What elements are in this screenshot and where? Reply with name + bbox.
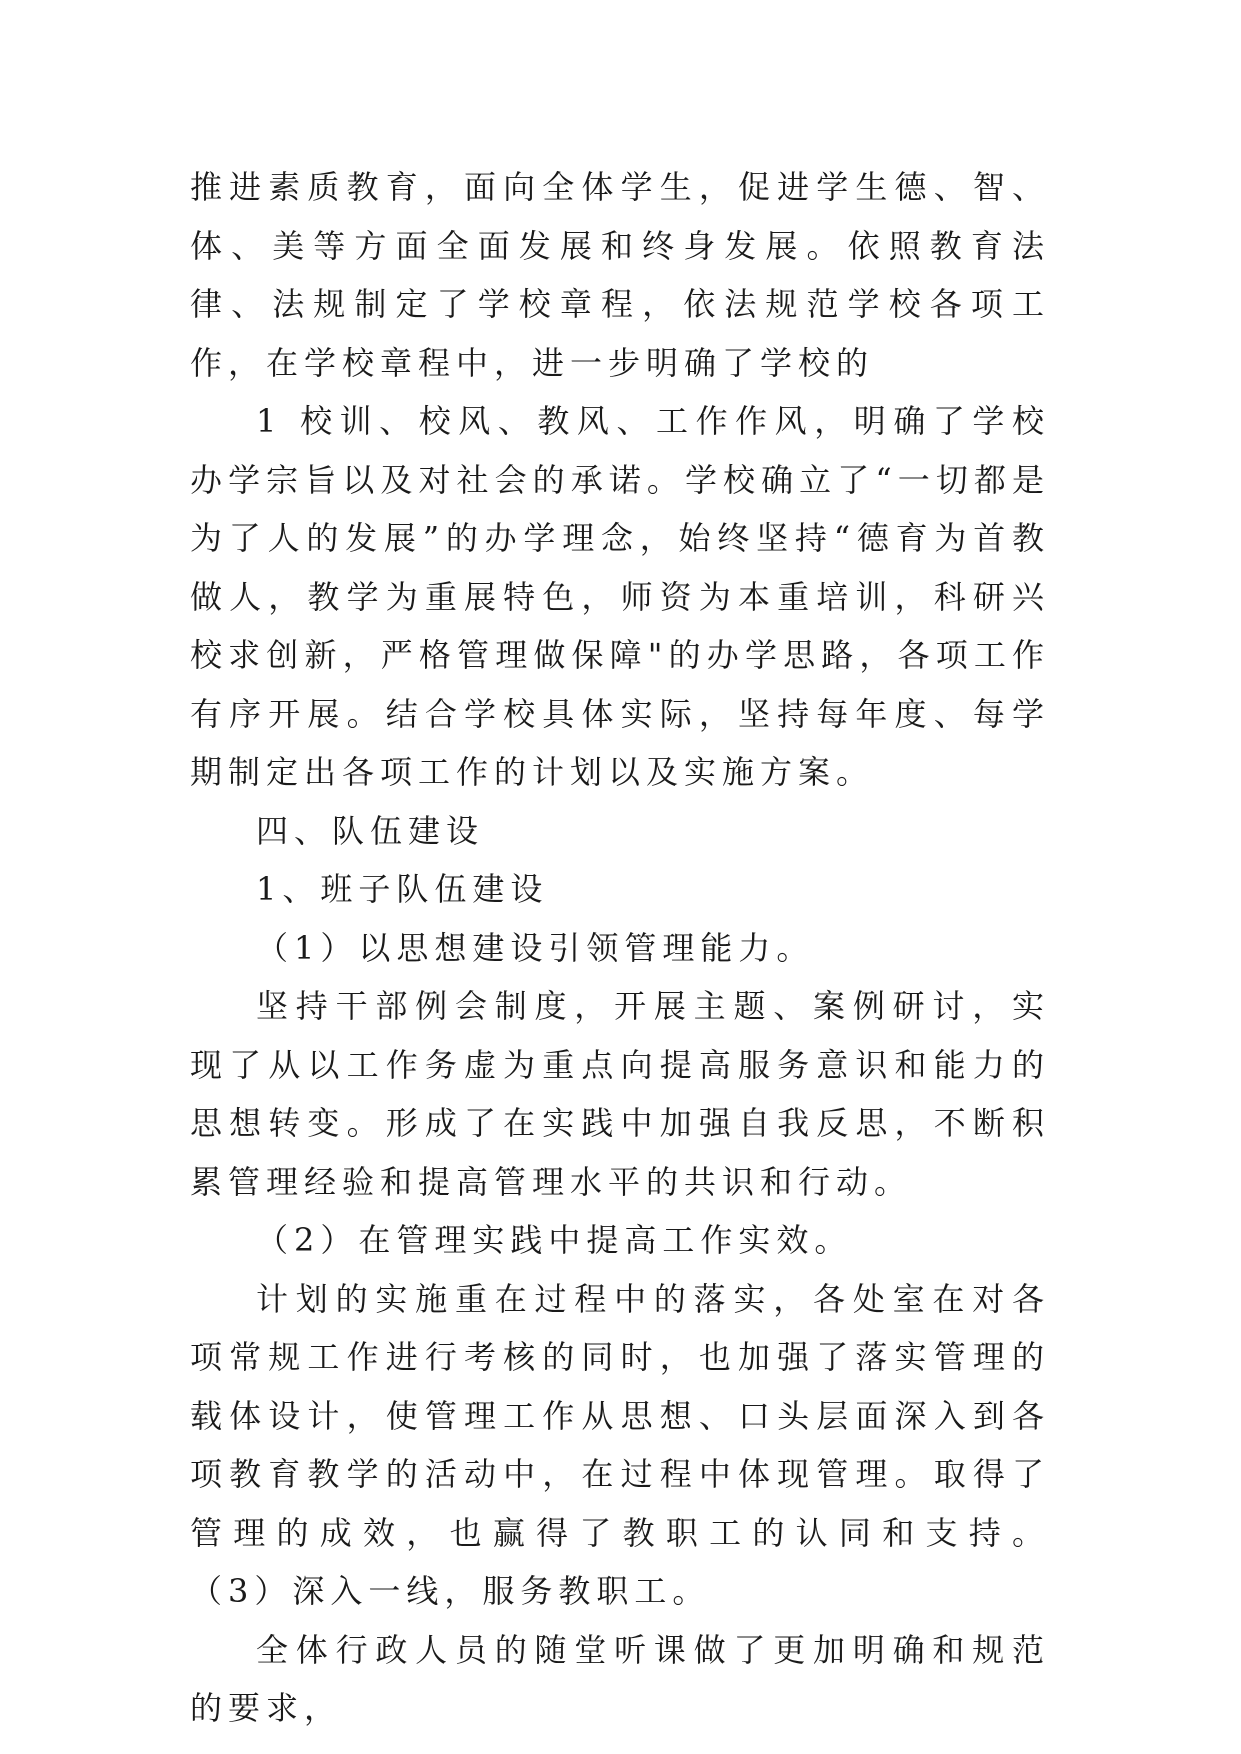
item-heading-management-practice: （2）在管理实践中提高工作实效。 — [256, 1221, 853, 1259]
paragraph-quality-education: 推进素质教育，面向全体学生，促进学生德、智、体、美等方面全面发展和终身发展。依照教育法律、法规制定了学校章程，依法规范学校各项工作，在学校章程中，进一步明确了学校的 — [190, 168, 1050, 382]
paragraph-plan-implementation: 计划的实施重在过程中的落实，各处室在对各项常规工作进行考核的同时，也加强了落实管理的载体设计，使管理工作从思想、口头层面深入到各项教育教学的活动中，在过程中体现管理。取得了管理的成效，也赢得了教职工的认同和支持。 （3）深入一线，服务教职工。 — [190, 1279, 1050, 1610]
item-heading-ideological-building: （1）以思想建设引领管理能力。 — [256, 928, 815, 967]
subsection-heading-leadership-team: 1、班子队伍建设 — [256, 870, 549, 908]
paragraph-class-observation: 全体行政人员的随堂听课做了更加明确和规范的要求， — [190, 1630, 1050, 1727]
section-heading-team-building: 四、队伍建设 — [256, 811, 485, 850]
document-body — [190, 158, 1050, 1738]
paragraph-cadre-meetings: 坚持干部例会制度，开展主题、案例研讨，实现了从以工作务虚为重点向提高服务意识和能力的思想转变。形成了在实践中加强自我反思，不断积累管理经验和提高管理水平的共识和行动。 — [190, 987, 1050, 1201]
paragraph-school-motto: 1 校训、校风、教风、工作作风，明确了学校办学宗旨以及对社会的承诺。学校确立了“一切都是为了人的发展”的办学理念，始终坚持“德育为首教做人，教学为重展特色，师资为本重培训，科研兴校求创新，严格管理做保障"的办学思路，各项工作有序开展。结合学校具体实际，坚持每年度、每学期制定出各项工作的计划以及实施方案。 — [190, 402, 1050, 791]
